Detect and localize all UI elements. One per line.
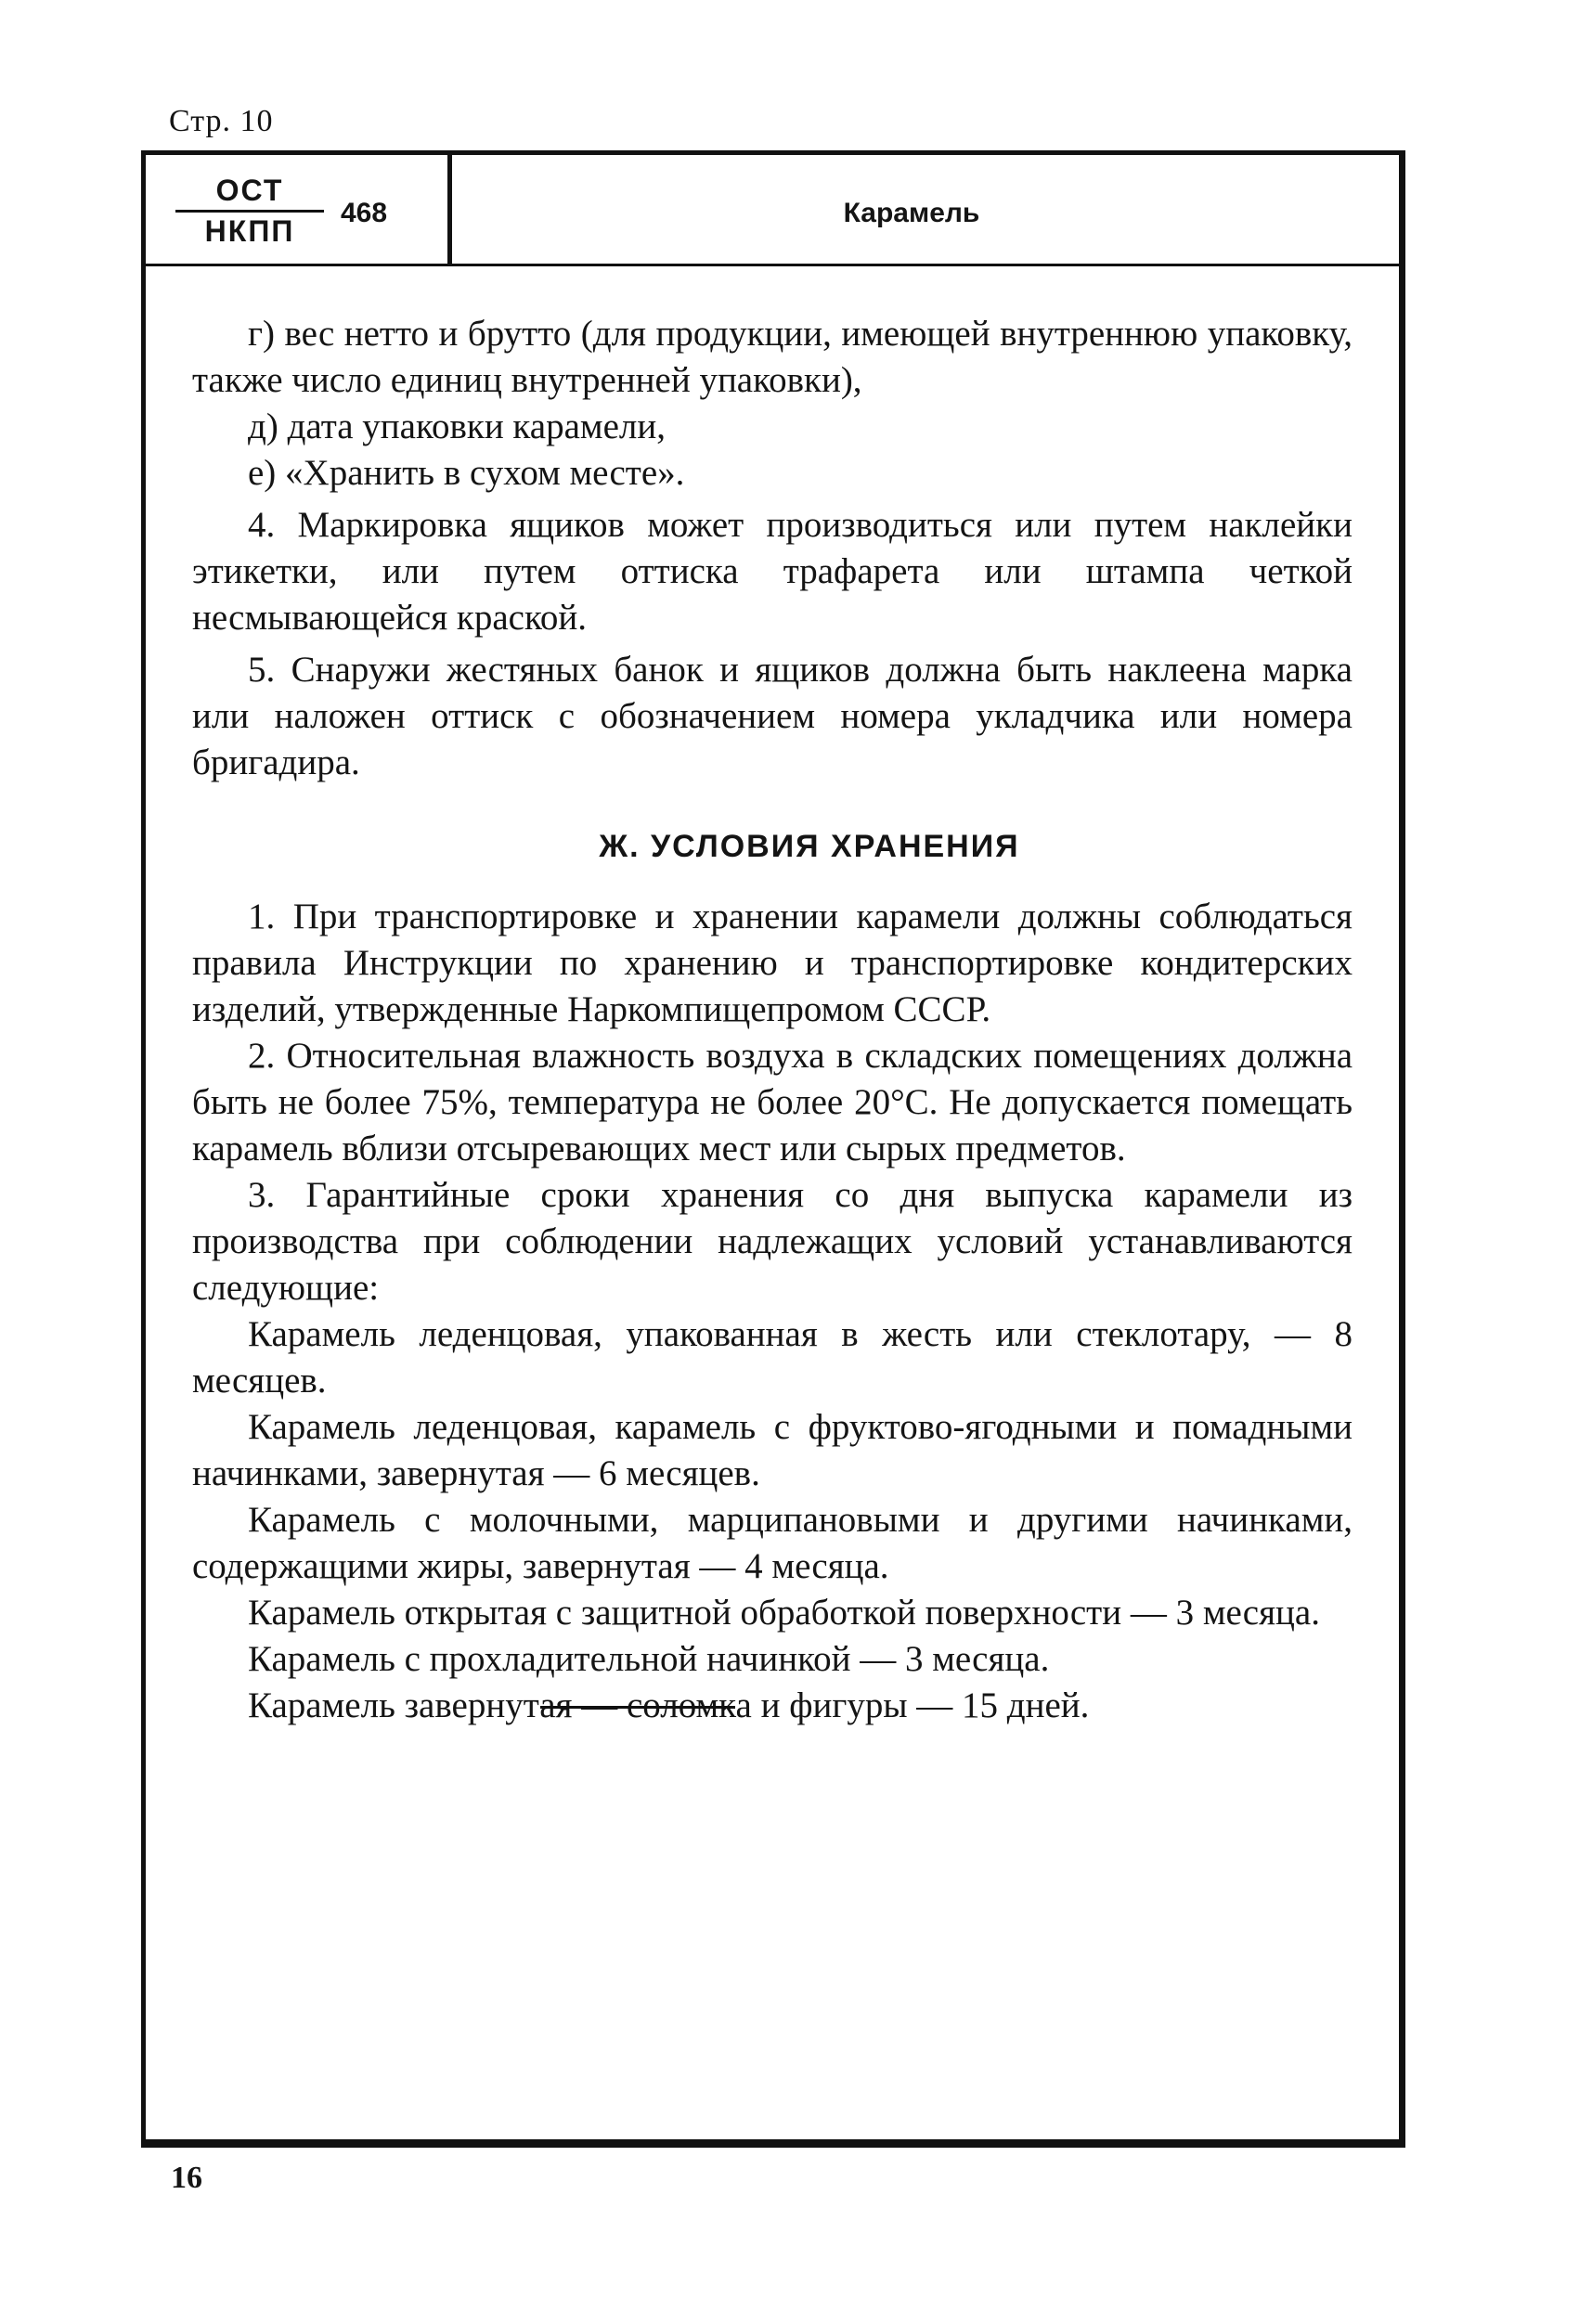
page-frame — [141, 150, 1405, 2148]
folio-number: 16 — [171, 2161, 202, 2195]
shelf-life-item: Карамель с молочными, марципановыми и другими начинками, содержащими жиры, завернутая — 4 месяца. — [192, 1500, 1353, 1586]
paragraph-5: 5. Снаружи жестяных банок и ящиков должна быть наклеена марка или наложен оттиск с обозначением номера укладчика или номера бригадира. — [192, 650, 1353, 782]
storage-paragraph-2: 2. Относительная влажность воздуха в складских помещениях должна быть не более 75%, температура не более 20°С. Не допускается помещать карамель вблизи отсыревающих мест или сырых предметов. — [192, 1036, 1353, 1168]
paragraph-item-e: е) «Хранить в сухом месте». — [248, 453, 685, 493]
shelf-life-item: Карамель открытая с защитной обработкой поверхности — 3 месяца. — [248, 1593, 1320, 1633]
section-title: Ж. УСЛОВИЯ ХРАНЕНИЯ — [599, 829, 1020, 864]
paragraph-item-g: г) вес нетто и брутто (для продукции, имеющей внутреннюю упаковку, также число единиц внутренней упаковки), — [192, 314, 1353, 400]
standard-number: 468 — [341, 198, 388, 228]
body-text — [192, 311, 1353, 1729]
standard-top: ОСТ — [175, 174, 324, 213]
document-title: Карамель — [843, 198, 980, 228]
paragraph-item-d: д) дата упаковки карамели, — [248, 407, 666, 446]
paragraph-4: 4. Маркировка ящиков может производиться или путем наклейки этикетки, или путем оттиска трафарета или штампа четкой несмывающейся краской. — [192, 505, 1353, 638]
end-divider — [540, 1706, 735, 1709]
standard-designation — [146, 155, 452, 264]
shelf-life-item: Карамель леденцовая, карамель с фруктово-ягодными и помадными начинками, завернутая — 6 месяцев. — [192, 1407, 1353, 1493]
document-header — [146, 155, 1399, 266]
standard-fraction — [175, 174, 324, 249]
shelf-life-item: Карамель с прохладительной начинкой — 3 месяца. — [248, 1639, 1050, 1679]
shelf-life-item: Карамель леденцовая, упакованная в жесть или стеклотару, — 8 месяцев. — [192, 1314, 1353, 1401]
shelf-life-item: Карамель завернутая — соломка и фигуры — 15 дней. — [248, 1685, 1090, 1725]
storage-paragraph-3: 3. Гарантийные сроки хранения со дня выпуска карамели из производства при соблюдении надлежащих условий устанавливаются следующие: — [192, 1175, 1353, 1308]
page-label: Стр. 10 — [169, 104, 274, 138]
storage-paragraph-1: 1. При транспортировке и хранении карамели должны соблюдаться правила Инструкции по хранению и транспортировке кондитерских изделий, утвержденные Наркомпищепромом СССР. — [192, 897, 1353, 1029]
standard-bottom: НКПП — [204, 214, 295, 248]
